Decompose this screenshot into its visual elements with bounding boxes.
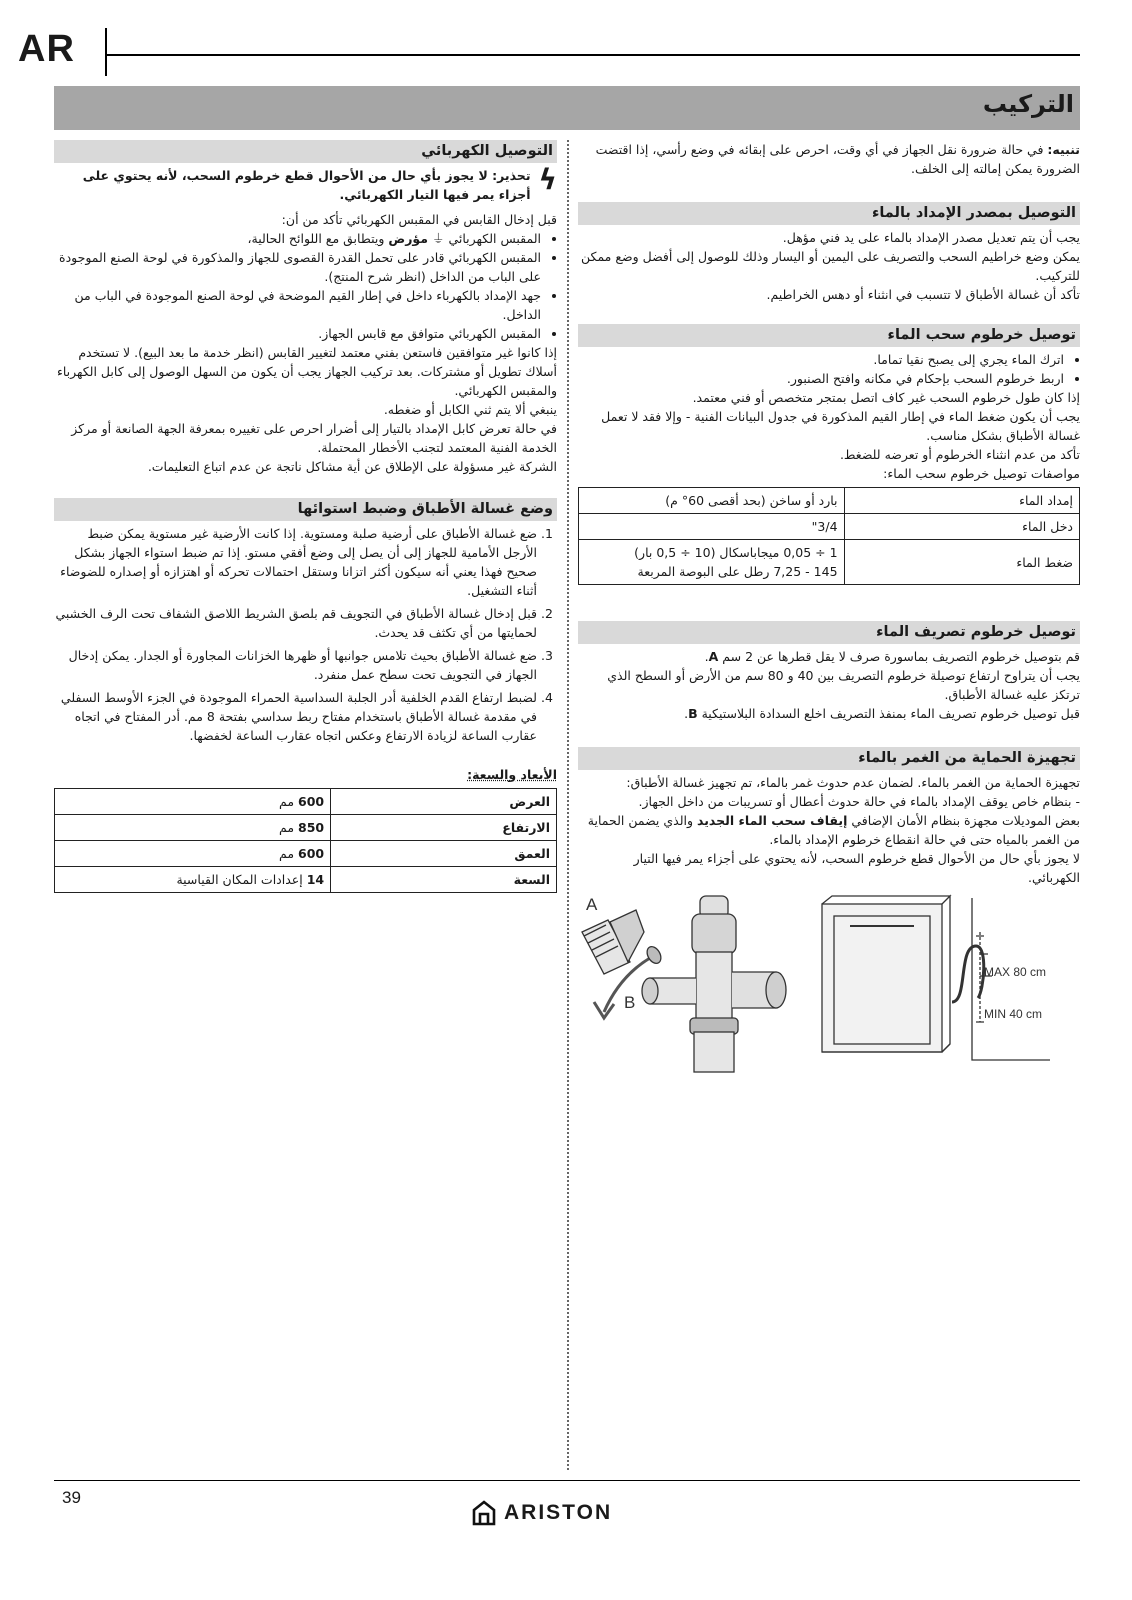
list-item: 3. ضع غسالة الأطباق بحيث تلامس جوانبها أو ظهرها الخزانات المجاورة أو الجدار. يمكن إدخال الجهاز في التجويف تحت سطح عمل منفرد.	[54, 646, 537, 684]
grounded-label: مؤرض	[388, 231, 428, 246]
list-item: 1. ضع غسالة الأطباق على أرضية صلبة ومستوية. إذا كانت الأرضية غير مستوية يمكن ضبط الأرجل الأمامية للجهاز إلى أن يصل إلى وضع أفقي مستو. إذا تم ضبط استواء الجهاز بشكل صحيح فهذا يعني أنه سيكون أكثر اتزانا وستقل احتمالات تحركه أو اهتزازه أو إصداره للضوضاء أثناء التشغيل.	[54, 524, 537, 600]
section-heading: التوصيل بمصدر الإمداد بالماء	[578, 202, 1080, 225]
paragraph: تأكد من عدم انثناء الخرطوم أو تعرضه للضغط.	[839, 447, 1080, 462]
paragraph: الشركة غير مسؤولة على الإطلاق عن أية مشاكل ناتجة عن عدم اتباع التعليمات.	[147, 459, 557, 474]
paragraph: يجب أن يتم تعديل مصدر الإمداد بالماء على يد فني مؤهل.	[782, 230, 1080, 245]
dimension-unit: مم	[279, 846, 295, 861]
column-divider	[567, 140, 569, 1470]
drain-pipe-icon	[642, 896, 786, 1072]
relocation-note	[578, 140, 1080, 178]
paragraph: تأكد أن غسالة الأطباق لا تتسبب في انثناء أو دهس الخراطيم.	[766, 287, 1080, 302]
left-column	[54, 140, 557, 893]
section-water-supply	[578, 202, 1080, 304]
table-row	[55, 841, 557, 867]
table-cell-value	[55, 867, 331, 893]
dimension-unit: إعدادات المكان القياسية	[176, 872, 303, 887]
page-title: التركيب	[982, 90, 1074, 118]
max-height-label: MAX 80 cm	[984, 965, 1047, 979]
table-cell-value	[579, 540, 845, 585]
section-drain-hose	[578, 621, 1080, 723]
table-row	[579, 488, 1080, 514]
list-item: • اربط خرطوم السحب بإحكام في مكانه وافتح الصنبور.	[578, 369, 1064, 388]
note-text: في حالة ضرورة نقل الجهاز في أي وقت، احرص على إبقائه في وضع رأسي، إذا اقتضت الضرورة يمكن إمالته إلى الخلف.	[595, 142, 1080, 176]
bullet-list	[54, 229, 557, 343]
paragraph	[578, 811, 1080, 849]
list-item: • اترك الماء يجري إلى يصبح نقيا تماما.	[578, 350, 1064, 369]
brand-name: ARISTON	[504, 1501, 613, 1524]
bullet-text: المقبس الكهربائي	[448, 231, 541, 246]
section-heading: وضع غسالة الأطباق وضبط استوائها	[54, 498, 557, 521]
paragraph: ينبغي ألا يتم ثني الكابل أو ضغطه.	[383, 402, 557, 417]
paragraph: يمكن وضع خراطيم السحب والتصريف على اليمين أو اليسار وذلك للوصول إلى أفضل وضع ممكن للتركيب.	[581, 249, 1080, 283]
paragraph: تجهيزة الحماية من الغمر بالماء. لضمان عدم حدوث غمر بالماء، تم تجهيز غسالة الأطباق:	[626, 775, 1080, 790]
header-rule	[105, 54, 1080, 56]
section-flood-protection	[578, 747, 1080, 887]
footer-rule	[54, 1480, 1080, 1481]
drain-hose-line	[952, 946, 984, 1002]
paragraph: لا يجوز بأي حال من الأحوال قطع خرطوم السحب، لأنه يحتوي على أجزاء يمر فيها التيار الكهربائي.	[633, 851, 1080, 885]
paragraph: إذا كانوا غير متوافقين فاستعن بفني معتمد لتغيير القابس (انظر خدمة ما بعد البيع). لا تستخدم أسلاك تطويل أو مشتركات. بعد تركيب الجهاز يجب أن يكون من السهل الوصول إلى كابل الكهرباء والمقبس الكهربائي.	[56, 345, 557, 398]
pressure-psi: 145 - 7,25 رطل على البوصة المربعة	[637, 564, 838, 579]
right-column	[578, 140, 1080, 907]
dimension-number: 600	[298, 794, 325, 809]
section-leveling	[54, 498, 557, 745]
note-label: تنبيه:	[1047, 142, 1080, 157]
paragraph: يجب أن يكون ضغط الماء في إطار القيم المذكورة في جدول البيانات الفنية - وإلا فقد لا تعمل غسالة الأطباق بشكل مناسب.	[601, 409, 1080, 443]
table-row	[579, 540, 1080, 585]
dishwasher-icon	[822, 896, 950, 1052]
numbered-list	[54, 524, 557, 745]
bullet-list	[578, 350, 1080, 388]
page-number: 39	[62, 1488, 81, 1507]
ref-b: B	[688, 706, 698, 721]
section-electrical	[54, 140, 557, 476]
bullet-text: ويتطابق مع اللوائح الحالية،	[247, 231, 385, 246]
dimension-number: 600	[298, 846, 325, 861]
figure-label-a: A	[586, 895, 598, 914]
table-cell-value	[55, 789, 331, 815]
lightning-bolt-icon: ϟ	[538, 163, 557, 196]
flood-text: والذي يضمن الحماية من الغمر بالمياه حتى في حالة انقطاع خرطوم الإمداد بالماء.	[587, 813, 1080, 847]
dimension-unit: مم	[279, 820, 295, 835]
ground-symbol-icon: ⏚	[431, 231, 445, 246]
list-item	[54, 229, 541, 248]
list-item: • المقبس الكهربائي قادر على تحمل القدرة القصوى للجهاز والمذكورة في لوحة الصنع الموجودة على الباب من الداخل (انظر شرح المنتج).	[54, 248, 541, 286]
table-cell-value: 3/4"	[579, 514, 845, 540]
list-item: 4. لضبط ارتفاع القدم الخلفية أدر الجلبة السداسية الحمراء الموجودة في الجزء الأوسط السفلي في مقدمة غسالة الأطباق باستخدام مفتاح ربط سداسي بفتحة 8 مم. أدر المفتاح في اتجاه عقارب الساعة لزيادة الارتفاع وعكس اتجاه عقارب الساعة لخفضها.	[54, 688, 537, 745]
list-item: • المقبس الكهربائي متوافق مع قابس الجهاز.	[54, 324, 541, 343]
plug-cap-icon	[582, 910, 644, 974]
section-heading: توصيل خرطوم سحب الماء	[578, 324, 1080, 347]
paragraph: - بنظام خاص يوقف الإمداد بالماء في حالة حدوث أعطال أو تسريبات من داخل الجهاز.	[638, 794, 1080, 809]
electrical-warning	[54, 163, 557, 204]
dimension-number: 850	[298, 820, 325, 835]
paragraph: قم بتوصيل خرطوم التصريف بماسورة صرف لا يقل قطرها عن 2 سم A.	[704, 649, 1080, 664]
drain-installation-figure	[580, 892, 1080, 1077]
dimensions-heading: الأبعاد والسعة:	[467, 767, 557, 782]
paragraph: يجب أن يتراوح ارتفاع توصيلة خرطوم التصريف بين 40 و 80 سم من الأرض أو السطح الذي ترتكز عليه غسالة الأطباق.	[607, 668, 1080, 702]
table-cell-value	[55, 815, 331, 841]
dimension-number: 14	[306, 872, 325, 887]
section-heading: توصيل خرطوم تصريف الماء	[578, 621, 1080, 644]
table-cell-label: الارتفاع	[331, 815, 557, 841]
language-code: AR	[18, 28, 75, 70]
table-cell-label: العمق	[331, 841, 557, 867]
header-vertical-rule	[105, 28, 107, 76]
table-cell-label: دخل الماء	[844, 514, 1079, 540]
figure-label-b: B	[624, 993, 636, 1012]
house-logo-icon	[472, 1500, 496, 1526]
dimension-unit: مم	[279, 794, 295, 809]
table-row	[55, 789, 557, 815]
table-cell-label: ضغط الماء	[844, 540, 1079, 585]
table-cell-value	[55, 841, 331, 867]
list-item: 2. قبل إدخال غسالة الأطباق في التجويف قم بلصق الشريط اللاصق الشفاف تحت الرف الخشبي لحمايتها من أي تكثف قد يحدث.	[54, 604, 537, 642]
flood-feature: إيقاف سحب الماء الجديد	[697, 813, 848, 828]
section-heading: التوصيل الكهربائي	[54, 140, 557, 163]
paragraph: في حالة تعرض كابل الإمداد بالتيار إلى أضرار احرص على تغييره بمعرفة الجهة الصانعة أو مركز الخدمة الفنية المعتمد لتجنب الأخطار المحتملة.	[71, 421, 557, 455]
ref-a: A	[708, 649, 719, 664]
table-cell-label: العرض	[331, 789, 557, 815]
min-height-label: MIN 40 cm	[984, 1007, 1043, 1021]
inlet-spec-table	[578, 487, 1080, 585]
dimensions-table	[54, 788, 557, 893]
brand-logo	[472, 1500, 612, 1526]
section-inlet-hose	[578, 324, 1080, 585]
pressure-mpa: 1 ÷ 0,05 ميجاباسكال (10 ÷ 0,5 بار)	[634, 545, 838, 560]
table-cell-value: بارد أو ساخن (بحد أقصى 60° م)	[579, 488, 845, 514]
paragraph: قبل توصيل خرطوم تصريف الماء بمنفذ التصريف اخلع السدادة البلاستيكية B.	[684, 706, 1080, 721]
drain-text: قم بتوصيل خرطوم التصريف بماسورة صرف لا يقل قطرها عن 2 سم	[722, 649, 1080, 664]
section-dimensions	[54, 765, 557, 893]
table-cell-label: السعة	[331, 867, 557, 893]
flood-text: بعض الموديلات مجهزة بنظام الأمان الإضافي	[851, 813, 1080, 828]
table-cell-label: إمداد الماء	[844, 488, 1079, 514]
table-row	[55, 815, 557, 841]
table-row	[579, 514, 1080, 540]
warning-text: تحذير: لا يجوز بأي حال من الأحوال قطع خرطوم السحب، لأنه يحتوي على أجزاء يمر فيها التيار الكهربائي.	[82, 168, 531, 202]
seal-ring-icon	[644, 944, 663, 966]
paragraph: مواصفات توصيل خرطوم سحب الماء:	[883, 466, 1080, 481]
section-heading: تجهيزة الحماية من الغمر بالماء	[578, 747, 1080, 770]
list-item: • جهد الإمداد بالكهرباء داخل في إطار القيم الموضحة في لوحة الصنع الموجودة في الباب من الداخل.	[54, 286, 541, 324]
paragraph: قبل إدخال القابس في المقبس الكهربائي تأكد من أن:	[281, 212, 557, 227]
paragraph: إذا كان طول خرطوم السحب غير كاف اتصل بمتجر متخصص أو فني معتمد.	[692, 390, 1080, 405]
drain-text: قبل توصيل خرطوم تصريف الماء بمنفذ التصريف اخلع السدادة البلاستيكية	[701, 706, 1080, 721]
title-band	[54, 86, 1080, 130]
table-row	[55, 867, 557, 893]
